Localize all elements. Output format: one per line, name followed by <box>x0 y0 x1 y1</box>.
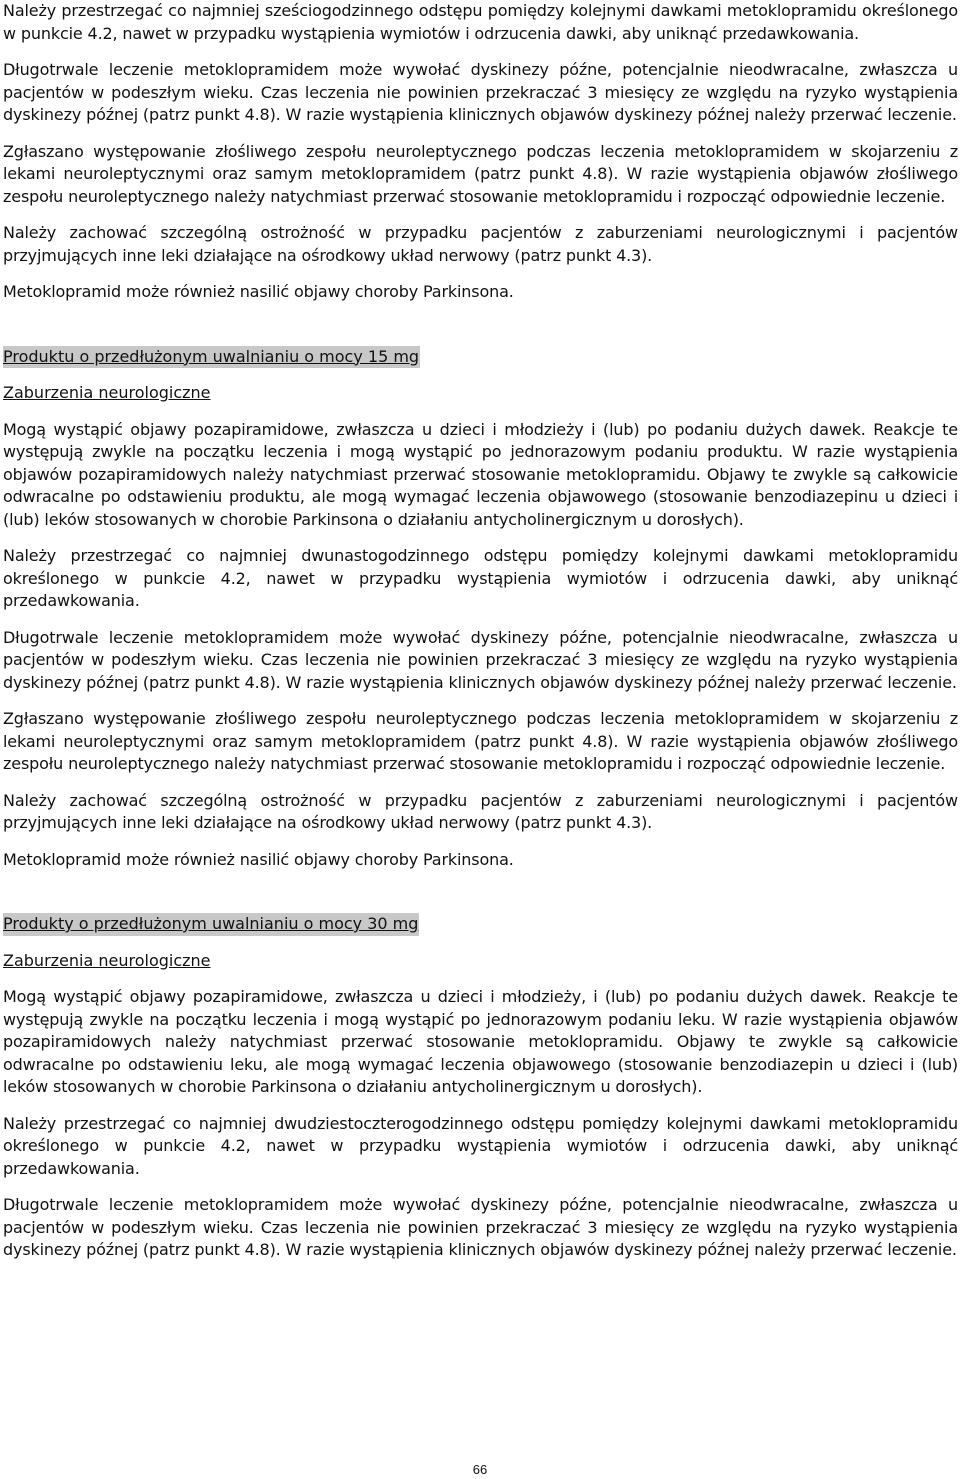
section-30mg-paragraph-dosing-interval: Należy przestrzegać co najmniej dwudziestoczterogodzinnego odstępu pomiędzy kolejnymi dawkami metoklopramidu określonego w punkcie 4.2, nawet w przypadku wystąpienia wymiotów i odrzucenia dawki, aby uniknąć przedawkowania. <box>3 1113 958 1178</box>
page-number: 66 <box>472 1462 488 1477</box>
section-15mg-paragraph-parkinson: Metoklopramid może również nasilić objawy choroby Parkinsona. <box>3 849 514 869</box>
section-30mg <box>3 913 958 1262</box>
section-15mg-paragraph-tardive-dyskinesia: Długotrwale leczenie metoklopramidem może wywołać dyskinezy późne, potencjalnie nieodwracalne, zwłaszcza u pacjentów w podeszłym wieku. Czas leczenia nie powinien przekraczać 3 miesięcy ze względu na ryzyko wystąpienia dyskinezy późnej (patrz punkt 4.8). W razie wystąpienia klinicznych objawów dyskinezy późnej należy przerwać leczenie. <box>3 627 958 692</box>
section-spacer <box>3 885 958 913</box>
section-30mg-subheading: Zaburzenia neurologiczne <box>3 950 211 970</box>
section-15mg-paragraph-neuroleptic-syndrome: Zgłaszano występowanie złośliwego zespołu neuroleptycznego podczas leczenia metoklopramidem w skojarzeniu z lekami neuroleptycznymi oraz samym metoklopramidem (patrz punkt 4.8). W razie wystąpienia objawów złośliwego zespołu neuroleptycznego należy natychmiast przerwać stosowanie metoklopramidu i rozpocząć odpowiednie leczenie. <box>3 709 958 773</box>
section-spacer <box>3 318 958 346</box>
section-15mg <box>3 346 958 872</box>
section-30mg-heading: Produkty o przedłużonym uwalnianiu o mocy 30 mg <box>3 913 419 936</box>
intro-paragraph-tardive-dyskinesia: Długotrwale leczenie metoklopramidem może wywołać dyskinezy późne, potencjalnie nieodwracalne, zwłaszcza u pacjentów w podeszłym wieku. Czas leczenia nie powinien przekraczać 3 miesięcy ze względu na ryzyko wystąpienia dyskinezy późnej (patrz punkt 4.8). W razie wystąpienia klinicznych objawów dyskinezy późnej należy przerwać leczenie. <box>3 60 958 124</box>
section-15mg-paragraph-neurological-disorders: Należy zachować szczególną ostrożność w przypadku pacjentów z zaburzeniami neurologicznymi i pacjentów przyjmujących inne leki działające na ośrodkowy układ nerwowy (patrz punkt 4.3). <box>3 790 958 832</box>
section-15mg-paragraph-extrapyramidal: Mogą wystąpić objawy pozapiramidowe, zwłaszcza u dzieci i młodzieży i (lub) po podaniu dużych dawek. Reakcje te występują zwykle na początku leczenia i mogą wystąpić po jednorazowym podaniu produktu. W razie wystąpienia objawów pozapiramidowych należy natychmiast przerwać stosowanie metoklopramidu. Objawy te zwykle są całkowicie odwracalne po odstawieniu produktu, ale mogą wymagać leczenia objawowego (stosowanie benzodiazepinu u dzieci i (lub) leków stosowanych w chorobie Parkinsona o działaniu antycholinergicznym u dorosłych). <box>3 419 958 529</box>
section-15mg-paragraph-dosing-interval: Należy przestrzegać co najmniej dwunastogodzinnego odstępu pomiędzy kolejnymi dawkami metoklopramidu określonego w punkcie 4.2, nawet w przypadku wystąpienia wymiotów i odrzucenia dawki, aby uniknąć przedawkowania. <box>3 546 958 610</box>
intro-paragraph-parkinson: Metoklopramid może również nasilić objawy choroby Parkinsona. <box>3 282 514 301</box>
section-15mg-subheading: Zaburzenia neurologiczne <box>3 383 211 402</box>
section-30mg-paragraph-tardive-dyskinesia: Długotrwale leczenie metoklopramidem może wywołać dyskinezy późne, potencjalnie nieodwracalne, zwłaszcza u pacjentów w podeszłym wieku. Czas leczenia nie powinien przekraczać 3 miesięcy ze względu na ryzyko wystąpienia dyskinezy późnej (patrz punkt 4.8). W razie wystąpienia klinicznych objawów dyskinezy późnej należy przerwać leczenie. <box>3 1195 958 1259</box>
intro-paragraph-neurological-disorders: Należy zachować szczególną ostrożność w przypadku pacjentów z zaburzeniami neurologicznymi i pacjentów przyjmujących inne leki działające na ośrodkowy układ nerwowy (patrz punkt 4.3). <box>3 223 958 265</box>
section-15mg-heading: Produktu o przedłużonym uwalnianiu o mocy 15 mg <box>3 346 420 369</box>
section-30mg-heading-row <box>3 913 958 936</box>
section-15mg-heading-row <box>3 346 958 369</box>
intro-paragraph-neuroleptic-syndrome: Zgłaszano występowanie złośliwego zespołu neuroleptycznego podczas leczenia metoklopramidem w skojarzeniu z lekami neuroleptycznymi oraz samym metoklopramidem (patrz punkt 4.8). W razie wystąpienia objawów złośliwego zespołu neuroleptycznego należy natychmiast przerwać stosowanie metoklopramidu i rozpocząć odpowiednie leczenie. <box>3 141 958 206</box>
intro-paragraph-dosing-interval: Należy przestrzegać co najmniej sześciogodzinnego odstępu pomiędzy kolejnymi dawkami metoklopramidu określonego w punkcie 4.2, nawet w przypadku wystąpienia wymiotów i odrzucenia dawki, aby uniknąć przedawkowania. <box>3 1 958 43</box>
document-page <box>3 0 958 1276</box>
section-30mg-paragraph-extrapyramidal: Mogą wystąpić objawy pozapiramidowe, zwłaszcza u dzieci i młodzieży, i (lub) po podaniu dużych dawek. Reakcje te występują zwykle na początku leczenia i mogą wystąpić po jednorazowym podaniu leku. W razie wystąpienia objawów pozapiramidowych należy natychmiast przerwać stosowanie metoklopramidu. Objawy te zwykle są całkowicie odwracalne po odstawieniu leku, ale mogą wymagać leczenia objawowego (stosowanie benzodiazepin u dzieci i (lub) leków stosowanych w chorobie Parkinsona o działaniu antycholinergicznym u dorosłych). <box>3 987 958 1096</box>
